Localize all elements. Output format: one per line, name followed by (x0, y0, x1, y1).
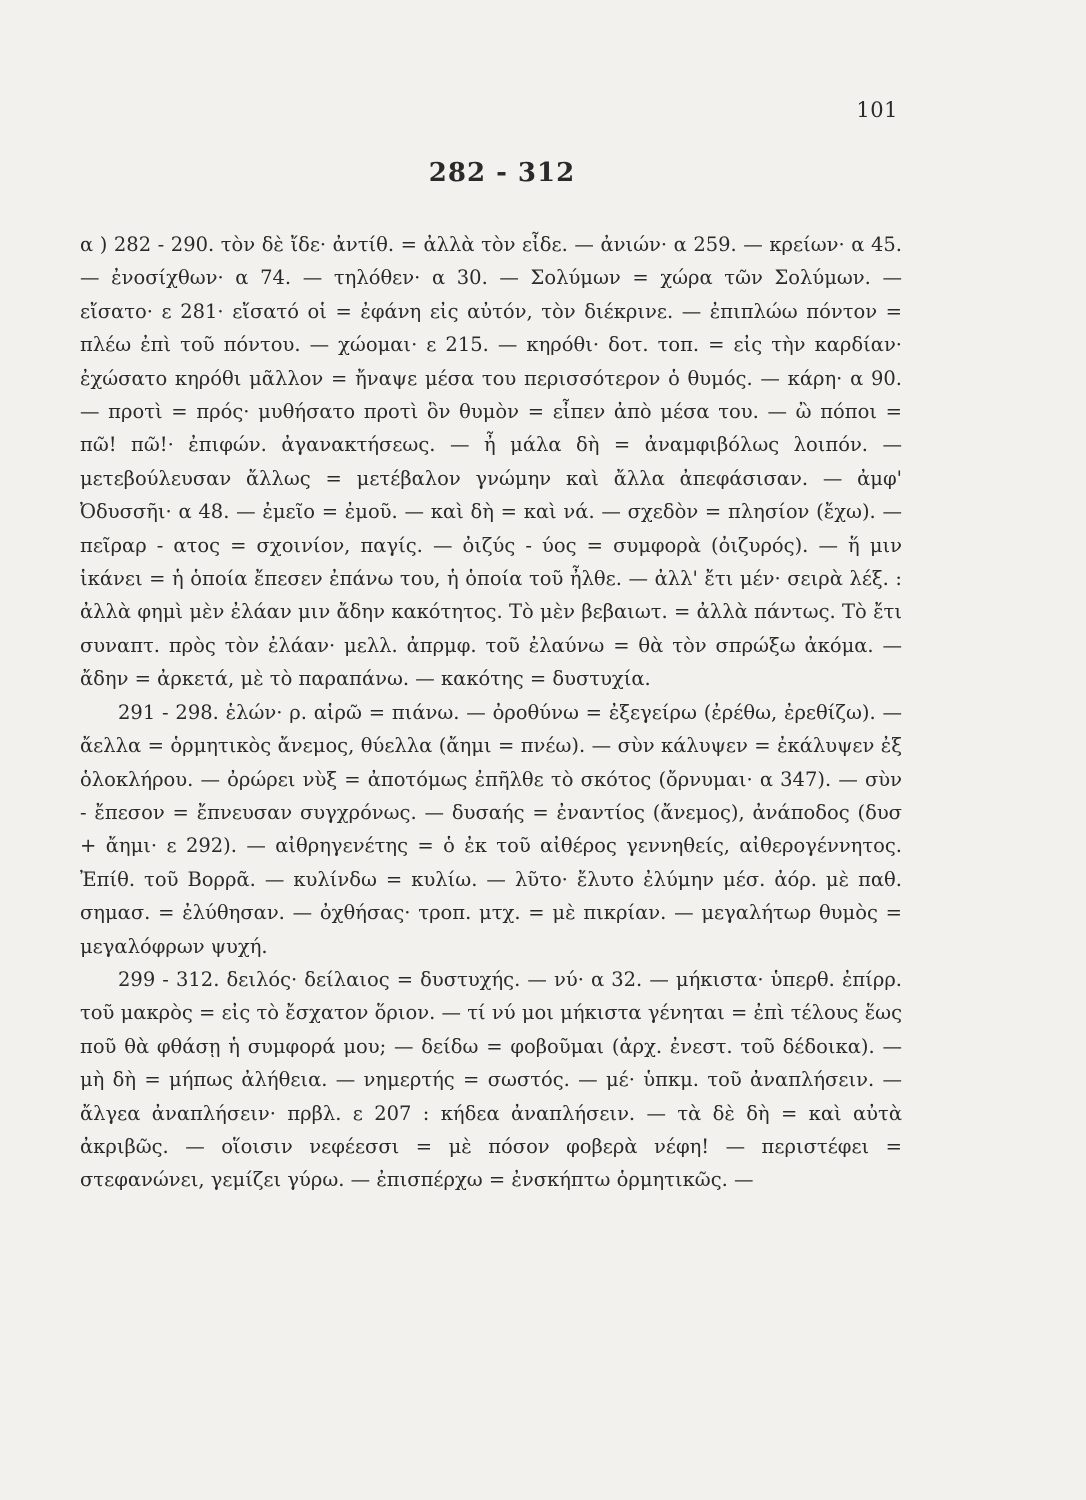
paragraph-282-290: α ) 282 - 290. τὸν δὲ ἴδε· ἀντίθ. = ἀλλὰ τὸν εἶδε. — ἀνιών· α 259. — κρείων· α 45. — ἐνοσίχθων· α 74. — τηλόθεν· α 30. — Σολύμων = χώρα τῶν Σολύμων. — εἴσατο· ε 281· εἴσατό οἱ = ἐφάνη εἰς αὐτόν, τὸν διέκρινε. — ἐπιπλώω πόντον = πλέω ἐπὶ τοῦ πόντου. — χώομαι· ε 215. — κηρόθι· δοτ. τοπ. = εἰς τὴν καρδίαν· ἐχώσατο κηρόθι μᾶλλον = ἤναψε μέσα του περισσότερον ὁ θυμός. — κάρη· α 90. — προτὶ = πρός· μυθήσατο προτὶ ὃν θυμὸν = εἶπεν ἀπὸ μέσα του. — ὢ πόποι = πῶ! πῶ!· ἐπιφών. ἀγανακτήσεως. — ἦ μάλα δὴ = ἀναμφιβόλως λοιπόν. — μετεβούλευσαν ἄλλως = μετέβαλον γνώμην καὶ ἄλλα ἀπεφάσισαν. — ἀμφ' Ὀδυσσῆι· α 48. — ἐμεῖο = ἐμοῦ. — καὶ δὴ = καὶ νά. — σχεδὸν = πλησίον (ἔχω). — πεῖραρ - ατος = σχοινίον, παγίς. — ὀιζύς - ύος = συμφορὰ (ὀιζυρός). — ἥ μιν ἱκάνει = ἡ ὁποία ἔπεσεν ἐπάνω του, ἡ ὁποία τοῦ ἦλθε. — ἀλλ' ἔτι μέν· σειρὰ λέξ. : ἀλλὰ φημὶ μὲν ἐλάαν μιν ἄδην κακότητος. Τὸ μὲν βεβαιωτ. = ἀλλὰ πάντως. Τὸ ἔτι συναπτ. πρὸς τὸν ἐλάαν· μελλ. ἀπρμφ. τοῦ ἐλαύνω = θὰ τὸν σπρώξω ἀκόμα. — ἄδην = ἀρκετά, μὲ τὸ παραπάνω. — κακότης = δυστυχία. (80, 233, 902, 691)
paragraph-291-298: 291 - 298. ἑλών· ρ. αἱρῶ = πιάνω. — ὀροθύνω = ἐξεγείρω (ἐρέθω, ἐρεθίζω). — ἄελλα = ὁρμητικὸς ἄνεμος, θύελλα (ἄημι = πνέω). — σὺν κάλυψεν = ἐκάλυψεν ἐξ ὁλοκλήρου. — ὀρώρει νὺξ = ἀποτόμως ἐπῆλθε τὸ σκότος (ὄρνυμαι· α 347). — σὺν - ἔπεσον = ἔπνευσαν συγχρόνως. — δυσαής = ἐναντίος (ἄνεμος), ἀνάποδος (δυσ + ἄημι· ε 292). — αἰθρηγενέτης = ὁ ἐκ τοῦ αἰθέρος γεννηθείς, αἰθερογέννητος. Ἐπίθ. τοῦ Βορρᾶ. — κυλίνδω = κυλίω. — λῦτο· ἔλυτο ἐλύμην μέσ. ἀόρ. μὲ παθ. σημασ. = ἐλύθησαν. — ὀχθήσας· τροπ. μτχ. = μὲ πικρίαν. — μεγαλήτωρ θυμὸς = μεγαλόφρων ψυχή. (80, 700, 902, 958)
commentary-body (80, 228, 902, 1197)
page-number: 101 (856, 98, 898, 122)
paragraph-299-312: 299 - 312. δειλός· δείλαιος = δυστυχής. — νύ· α 32. — μήκιστα· ὑπερθ. ἐπίρρ. τοῦ μακρὸς = εἰς τὸ ἔσχατον ὅριον. — τί νύ μοι μήκιστα γένηται = ἐπὶ τέλους ἕως ποῦ θὰ φθάσῃ ἡ συμφορά μου; — δείδω = φοβοῦμαι (ἀρχ. ἐνεστ. τοῦ δέδοικα). — μὴ δὴ = μήπως ἀλήθεια. — νημερτής = σωστός. — μέ· ὑπκμ. τοῦ ἀναπλήσειν. — ἄλγεα ἀναπλήσειν· πρβλ. ε 207 : κήδεα ἀναπλήσειν. — τὰ δὲ δὴ = καὶ αὐτὰ ἀκριβῶς. — οἵοισιν νεφέεσσι = μὲ πόσον φοβερὰ νέφη! — περιστέφει = στεφανώνει, γεμίζει γύρω. — ἐπισπέρχω = ἐνσκήπτω ὁρμητικῶς. — (80, 967, 902, 1192)
section-heading: 282 - 312 (428, 158, 576, 188)
